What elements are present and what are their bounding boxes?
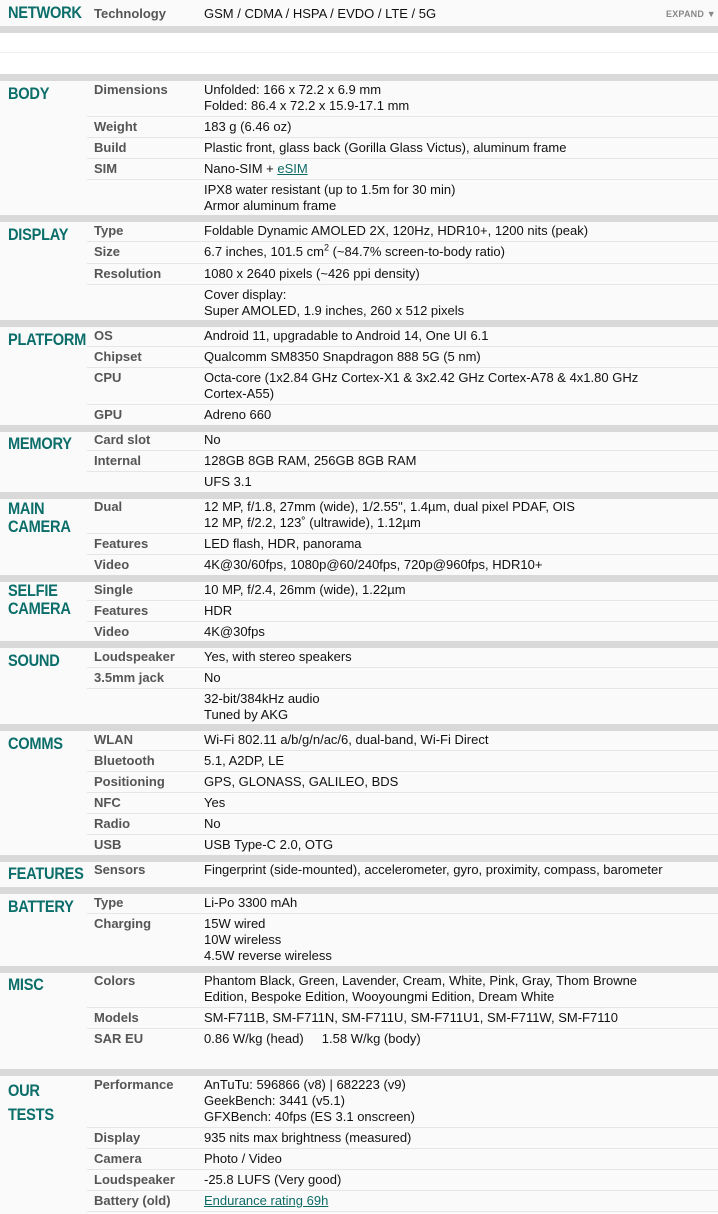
spec-value-cover-display: Cover display: Super AMOLED, 1.9 inches, 260 x 512 pixels bbox=[204, 287, 465, 318]
section-title-network: NETWORK bbox=[8, 3, 82, 22]
row-divider bbox=[87, 1148, 718, 1149]
section-divider bbox=[0, 215, 718, 222]
spec-value-radio: No bbox=[204, 816, 221, 831]
section-title-misc: MISC bbox=[8, 975, 44, 994]
spec-label-display-type: Type bbox=[94, 223, 124, 238]
spec-value-battery-old bbox=[204, 1193, 709, 1209]
spec-value-sim bbox=[204, 161, 709, 177]
row-divider bbox=[87, 771, 718, 772]
spec-value-resolution: 1080 x 2640 pixels (~426 ppi density) bbox=[204, 266, 420, 281]
spec-label-radio: Radio bbox=[94, 816, 131, 831]
spec-value-nfc: Yes bbox=[204, 795, 226, 810]
row-divider bbox=[87, 1007, 718, 1008]
spec-value-main-features: LED flash, HDR, panorama bbox=[204, 536, 362, 551]
section-divider bbox=[0, 887, 718, 894]
row-divider bbox=[87, 404, 718, 405]
spec-value-internal: 128GB 8GB RAM, 256GB 8GB RAM bbox=[204, 453, 417, 468]
spec-label-positioning: Positioning bbox=[94, 774, 165, 789]
section-divider bbox=[0, 724, 718, 731]
spec-label-resolution: Resolution bbox=[94, 266, 162, 281]
spec-label-colors: Colors bbox=[94, 973, 136, 988]
spec-label-build: Build bbox=[94, 140, 127, 155]
sim-text: Nano-SIM + bbox=[204, 161, 278, 176]
spec-value-dual: 12 MP, f/1.8, 27mm (wide), 1/2.55", 1.4µm, dual pixel PDAF, OIS 12 MP, f/2.2, 123˚ (ultrawide), 1.12µm bbox=[204, 499, 575, 530]
spec-value-performance: AnTuTu: 596866 (v8) | 682223 (v9) GeekBench: 3441 (v5.1) GFXBench: 40fps (ES 3.1 onscreen) bbox=[204, 1077, 415, 1124]
spec-label-os: OS bbox=[94, 328, 113, 343]
row-divider bbox=[87, 158, 718, 159]
row-divider bbox=[87, 834, 718, 835]
spec-value-usb: USB Type-C 2.0, OTG bbox=[204, 837, 334, 852]
spec-label-selfie-video: Video bbox=[94, 624, 130, 639]
spec-value-os: Android 11, upgradable to Android 14, One UI 6.1 bbox=[204, 328, 489, 343]
section-divider bbox=[0, 74, 718, 81]
spec-value-technology: GSM / CDMA / HSPA / EVDO / LTE / 5G bbox=[204, 6, 437, 21]
spec-label-battery-old: Battery (old) bbox=[94, 1193, 171, 1208]
row-divider bbox=[87, 137, 718, 138]
section-title-memory: MEMORY bbox=[8, 434, 72, 453]
spec-label-performance: Performance bbox=[94, 1077, 174, 1092]
section-divider bbox=[0, 966, 718, 973]
spec-value-display-type: Foldable Dynamic AMOLED 2X, 120Hz, HDR10+, 1200 nits (peak) bbox=[204, 223, 589, 238]
section-title-selfie-camera: SELFIE CAMERA bbox=[8, 581, 71, 618]
section-divider bbox=[0, 855, 718, 862]
spec-value-size bbox=[204, 244, 709, 260]
spec-value-sar-eu: 0.86 W/kg (head) 1.58 W/kg (body) bbox=[204, 1031, 421, 1046]
spec-value-storage-type: UFS 3.1 bbox=[204, 474, 252, 489]
spec-value-models: SM-F711B, SM-F711N, SM-F711U, SM-F711U1, SM-F711W, SM-F7110 bbox=[204, 1010, 618, 1025]
spec-value-charging: 15W wired 10W wireless 4.5W reverse wireless bbox=[204, 916, 332, 963]
spec-label-card-slot: Card slot bbox=[94, 432, 151, 447]
spec-label-dimensions: Dimensions bbox=[94, 82, 168, 97]
spec-label-technology: Technology bbox=[94, 6, 166, 21]
section-divider bbox=[0, 575, 718, 582]
row-divider bbox=[87, 241, 718, 242]
endurance-rating-link[interactable]: Endurance rating 69h bbox=[204, 1193, 329, 1208]
row-divider bbox=[87, 367, 718, 368]
spec-value-jack: No bbox=[204, 670, 221, 685]
row-divider bbox=[87, 667, 718, 668]
row-divider bbox=[87, 1169, 718, 1170]
row-divider bbox=[87, 1127, 718, 1128]
expand-button[interactable]: EXPAND ▼ bbox=[666, 9, 716, 19]
spec-label-loudspeaker: Loudspeaker bbox=[94, 649, 175, 664]
row-divider bbox=[87, 600, 718, 601]
spec-label-sensors: Sensors bbox=[94, 862, 146, 877]
section-title-features: FEATURES bbox=[8, 864, 84, 883]
row-divider bbox=[87, 284, 718, 285]
section-title-comms: COMMS bbox=[8, 734, 63, 753]
spec-label-main-features: Features bbox=[94, 536, 149, 551]
section-title-body: BODY bbox=[8, 84, 50, 103]
section-title-battery: BATTERY bbox=[8, 897, 74, 916]
spec-value-test-camera: Photo / Video bbox=[204, 1151, 282, 1166]
row-divider bbox=[87, 1190, 718, 1191]
spec-label-test-camera: Camera bbox=[94, 1151, 142, 1166]
spec-value-test-loudspeaker: -25.8 LUFS (Very good) bbox=[204, 1172, 342, 1187]
spec-value-body-misc: IPX8 water resistant (up to 1.5m for 30 min) Armor aluminum frame bbox=[204, 182, 456, 213]
section-title-our-tests: OUR TESTS bbox=[8, 1081, 54, 1124]
spec-label-jack: 3.5mm jack bbox=[94, 670, 165, 685]
spec-value-card-slot: No bbox=[204, 432, 221, 447]
row-divider bbox=[87, 533, 718, 534]
divider bbox=[0, 52, 718, 53]
spec-label-internal: Internal bbox=[94, 453, 141, 468]
spec-value-audio: 32-bit/384kHz audio Tuned by AKG bbox=[204, 691, 320, 722]
section-title-display: DISPLAY bbox=[8, 225, 69, 244]
spec-value-loudspeaker: Yes, with stereo speakers bbox=[204, 649, 352, 664]
spec-value-selfie-video: 4K@30fps bbox=[204, 624, 265, 639]
spec-value-weight: 183 g (6.46 oz) bbox=[204, 119, 292, 134]
section-title-platform: PLATFORM bbox=[8, 330, 87, 349]
size-text: 6.7 inches, 101.5 cm bbox=[204, 244, 324, 259]
spec-value-main-video: 4K@30/60fps, 1080p@60/240fps, 720p@960fps, HDR10+ bbox=[204, 557, 543, 572]
section-divider bbox=[0, 425, 718, 432]
spec-label-dual: Dual bbox=[94, 499, 123, 514]
spec-value-test-display: 935 nits max brightness (measured) bbox=[204, 1130, 412, 1145]
spec-label-size: Size bbox=[94, 244, 121, 259]
spec-label-charging: Charging bbox=[94, 916, 152, 931]
spec-label-selfie-features: Features bbox=[94, 603, 149, 618]
row-divider bbox=[87, 116, 718, 117]
spec-label-bluetooth: Bluetooth bbox=[94, 753, 155, 768]
section-divider bbox=[0, 1069, 718, 1076]
spec-label-usb: USB bbox=[94, 837, 122, 852]
row-divider bbox=[87, 554, 718, 555]
row-divider bbox=[87, 792, 718, 793]
row-divider bbox=[87, 346, 718, 347]
row-divider bbox=[87, 179, 718, 180]
row-divider bbox=[87, 263, 718, 264]
row-divider bbox=[87, 1211, 718, 1212]
section-divider bbox=[0, 492, 718, 499]
row-divider bbox=[87, 471, 718, 472]
section-divider bbox=[0, 641, 718, 648]
size-ratio: (~84.7% screen-to-body ratio) bbox=[328, 244, 505, 259]
spec-value-battery-type: Li-Po 3300 mAh bbox=[204, 895, 298, 910]
row-divider bbox=[87, 913, 718, 914]
spec-label-test-display: Display bbox=[94, 1130, 141, 1145]
row-divider bbox=[87, 813, 718, 814]
spec-value-cpu: Octa-core (1x2.84 GHz Cortex-X1 & 3x2.42 GHz Cortex-A78 & 4x1.80 GHz Cortex-A55) bbox=[204, 370, 639, 401]
spec-value-gpu: Adreno 660 bbox=[204, 407, 272, 422]
spec-label-gpu: GPU bbox=[94, 407, 123, 422]
row-divider bbox=[87, 1028, 718, 1029]
row-divider bbox=[87, 450, 718, 451]
spec-label-sim: SIM bbox=[94, 161, 118, 176]
spec-value-sensors: Fingerprint (side-mounted), accelerometer, gyro, proximity, compass, barometer bbox=[204, 862, 663, 877]
spec-value-bluetooth: 5.1, A2DP, LE bbox=[204, 753, 284, 768]
spec-label-wlan: WLAN bbox=[94, 732, 133, 747]
spec-value-selfie-features: HDR bbox=[204, 603, 233, 618]
row-divider bbox=[87, 688, 718, 689]
spec-value-chipset: Qualcomm SM8350 Snapdragon 888 5G (5 nm) bbox=[204, 349, 481, 364]
size-sup: 2 bbox=[323, 242, 329, 253]
spec-label-main-video: Video bbox=[94, 557, 130, 572]
section-divider bbox=[0, 320, 718, 327]
spec-label-sar-eu: SAR EU bbox=[94, 1031, 144, 1046]
spec-value-single: 10 MP, f/2.4, 26mm (wide), 1.22µm bbox=[204, 582, 406, 597]
section-divider bbox=[0, 26, 718, 33]
spec-label-single: Single bbox=[94, 582, 134, 597]
spec-value-positioning: GPS, GLONASS, GALILEO, BDS bbox=[204, 774, 399, 789]
spec-label-cpu: CPU bbox=[94, 370, 122, 385]
spec-label-chipset: Chipset bbox=[94, 349, 142, 364]
row-divider bbox=[87, 621, 718, 622]
spec-label-battery-type: Type bbox=[94, 895, 124, 910]
row-divider bbox=[87, 750, 718, 751]
section-title-sound: SOUND bbox=[8, 651, 60, 670]
spec-label-nfc: NFC bbox=[94, 795, 121, 810]
spec-value-build: Plastic front, glass back (Gorilla Glass Victus), aluminum frame bbox=[204, 140, 567, 155]
section-title-main-camera: MAIN CAMERA bbox=[8, 499, 71, 536]
spec-label-models: Models bbox=[94, 1010, 139, 1025]
spec-label-test-loudspeaker: Loudspeaker bbox=[94, 1172, 175, 1187]
spec-value-colors: Phantom Black, Green, Lavender, Cream, White, Pink, Gray, Thom Browne Edition, Bespoke Edition, Wooyoungmi Edition, Dream White bbox=[204, 973, 638, 1004]
esim-link[interactable]: eSIM bbox=[277, 161, 308, 176]
spec-value-wlan: Wi-Fi 802.11 a/b/g/n/ac/6, dual-band, Wi-Fi Direct bbox=[204, 732, 489, 747]
spec-label-weight: Weight bbox=[94, 119, 138, 134]
spec-value-dimensions: Unfolded: 166 x 72.2 x 6.9 mm Folded: 86.4 x 72.2 x 15.9-17.1 mm bbox=[204, 82, 410, 113]
